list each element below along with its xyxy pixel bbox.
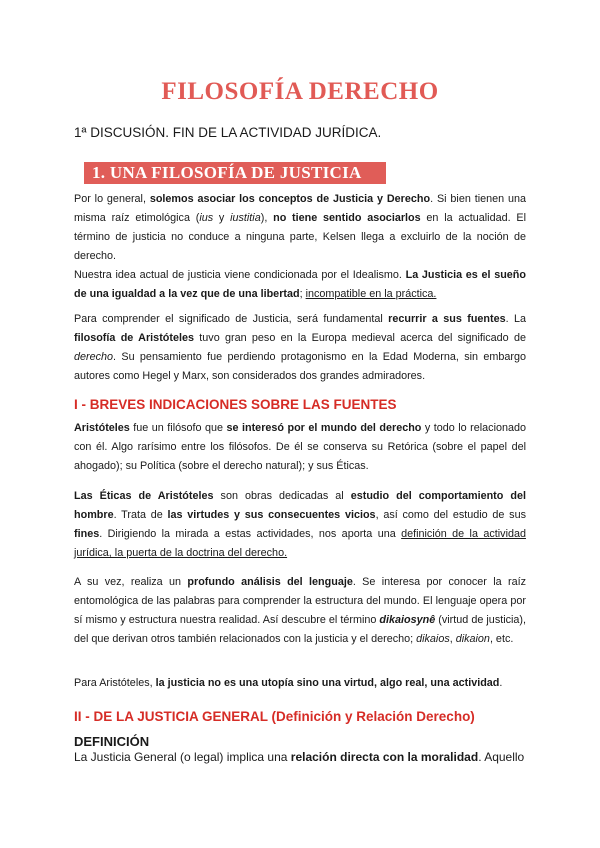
subheading-definicion: DEFINICIÓN xyxy=(74,734,150,749)
paragraph-aristoteles: Aristóteles fue un filósofo que se interesó por el mundo del derecho y todo lo relacionado con él. Algo rarísimo entre los filósofos. De él se conserva su Retórica (sobre el papel del ahogado); su Política (sobre el derecho natural); y sus Éticas. xyxy=(74,422,526,472)
document-subtitle: 1ª DISCUSIÓN. FIN DE LA ACTIVIDAD JURÍDICA. xyxy=(74,125,382,140)
paragraph-idealismo: Nuestra idea actual de justicia viene condicionada por el Idealismo. La Justicia es el sueño de una igualdad a la vez que de una libertad; incompatible en la práctica. xyxy=(74,269,526,300)
paragraph-lenguaje: A su vez, realiza un profundo análisis del lenguaje. Se interesa por conocer la raíz entomológica de las palabras para comprender la estructura del mundo. El lenguaje opera por sí mismo y estructura nuestra realidad. Así descubre el término dikaiosynê (virtud de justicia), del que derivan otros también relacionados con la justicia y el derecho; dikaios, dikaion, etc. xyxy=(74,576,527,645)
paragraph-definicion: La Justicia General (o legal) implica una relación directa con la moralidad. Aquello xyxy=(74,750,525,764)
document-title: FILOSOFÍA DERECHO xyxy=(161,78,439,105)
section-heading-justicia-general: II - DE LA JUSTICIA GENERAL (Definición y Relación Derecho) xyxy=(74,709,475,724)
section-heading-banner xyxy=(84,162,386,184)
paragraph-justicia-derecho: Por lo general, solemos asociar los conceptos de Justicia y Derecho. Si bien tienen una misma raíz etimológica (ius y iustitia), no tiene sentido asociarlos en la actualidad. El término de justicia no conduce a ninguna parte, Kelsen llega a excluirlo de la noción de derecho. xyxy=(74,193,526,262)
section-heading-text: 1. UNA FILOSOFÍA DE JUSTICIA xyxy=(92,163,362,182)
paragraph-utopia: Para Aristóteles, la justicia no es una utopía sino una virtud, algo real, una actividad. xyxy=(74,677,503,689)
paragraph-eticas: Las Éticas de Aristóteles son obras dedicadas al estudio del comportamiento del hombre. Trata de las virtudes y sus consecuentes vicios, así como del estudio de sus fines. Dirigiendo la mirada a estas actividades, nos aporta una definición de la actividad jurídica, la puerta de la doctrina del derecho. xyxy=(74,490,527,559)
section-heading-fuentes: I - BREVES INDICACIONES SOBRE LAS FUENTES xyxy=(74,397,397,412)
paragraph-fuentes: Para comprender el significado de Justicia, será fundamental recurrir a sus fuentes. La filosofía de Aristóteles tuvo gran peso en la Europa medieval acerca del significado de derecho. Su pensamiento fue perdiendo protagonismo en la Edad Moderna, sin embargo autores como Hegel y Marx, son considerados dos grandes admiradores. xyxy=(74,313,527,382)
